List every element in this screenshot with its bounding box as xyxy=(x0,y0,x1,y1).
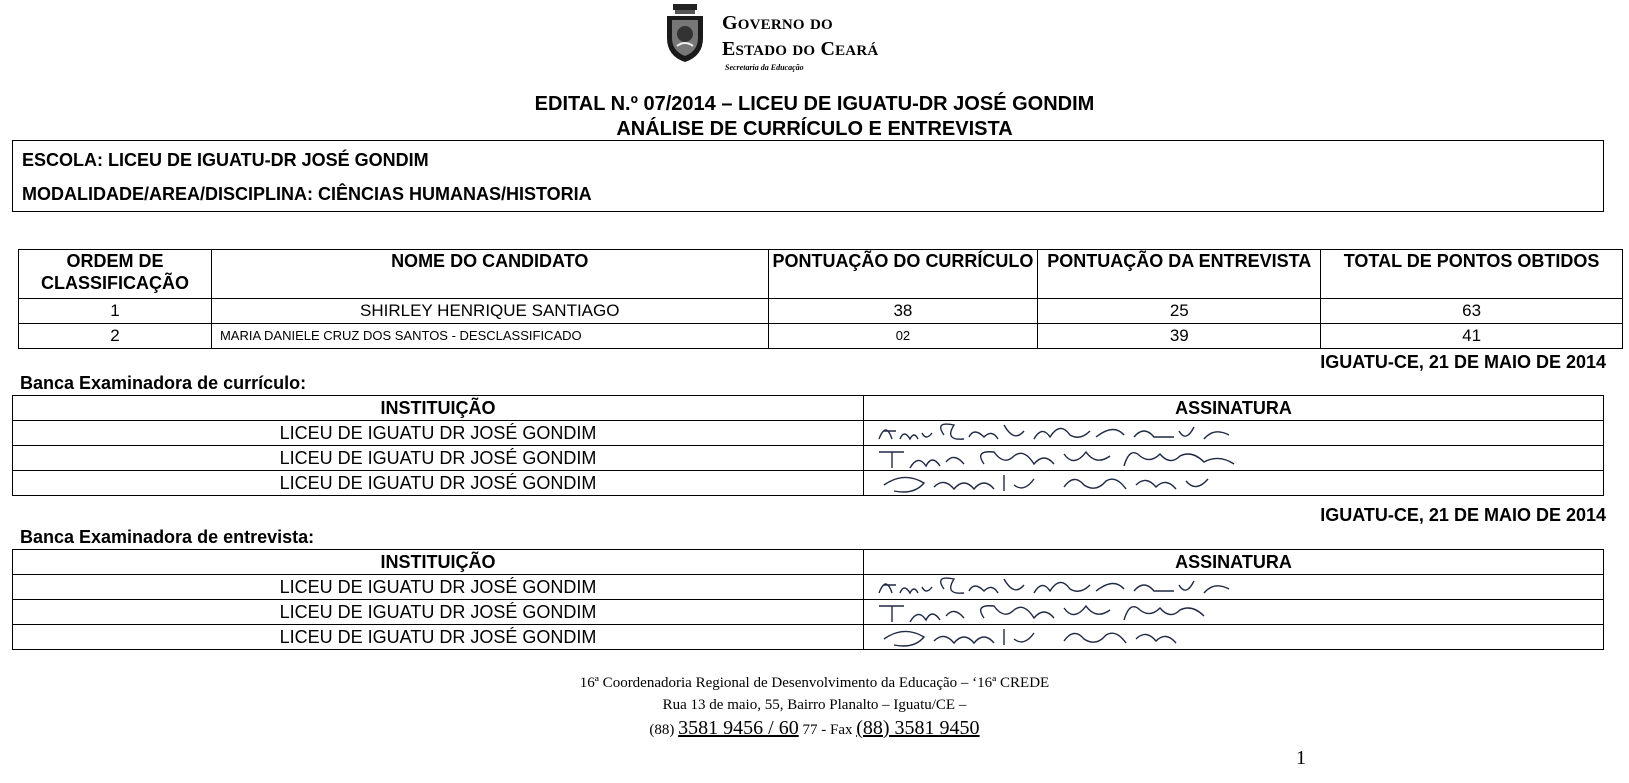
signature-cell xyxy=(864,625,1604,650)
table-row xyxy=(19,299,1623,324)
table-row xyxy=(13,575,1604,600)
government-logo xyxy=(663,2,913,72)
exam-header-row xyxy=(13,550,1604,575)
header-total: TOTAL DE PONTOS OBTIDOS xyxy=(1321,250,1623,299)
phone-prefix: (88) xyxy=(649,722,679,738)
signature-cell xyxy=(864,471,1604,496)
banca-entrevista-label: Banca Examinadora de entrevista: xyxy=(20,527,315,547)
banca-entrevista-table xyxy=(12,549,1604,650)
page-number: 1 xyxy=(1296,747,1306,769)
cell-instituicao: LICEU DE IGUATU DR JOSÉ GONDIM xyxy=(13,600,864,625)
results-table xyxy=(18,249,1623,349)
cell-total: 63 xyxy=(1321,299,1623,324)
edital-subtitle: ANÁLISE DE CURRÍCULO E ENTREVISTA xyxy=(616,118,1013,140)
cell-entrevista: 25 xyxy=(1038,299,1321,324)
header-assinatura: ASSINATURA xyxy=(864,550,1604,575)
cell-nome: SHIRLEY HENRIQUE SANTIAGO xyxy=(211,299,768,324)
secretaria-label: Secretaria da Educação xyxy=(725,63,804,72)
date-entrevista: IGUATU-CE, 21 DE MAIO DE 2014 xyxy=(1320,505,1606,525)
cell-ordem: 1 xyxy=(19,299,212,324)
banca-curriculo-label: Banca Examinadora de currículo: xyxy=(20,373,307,393)
table-row xyxy=(13,471,1604,496)
cell-instituicao: LICEU DE IGUATU DR JOSÉ GONDIM xyxy=(13,446,864,471)
cell-entrevista: 39 xyxy=(1038,324,1321,349)
cell-instituicao: LICEU DE IGUATU DR JOSÉ GONDIM xyxy=(13,575,864,600)
government-name: GOVERNO DO ESTADO DO CEARÁ Secretaria da Educação xyxy=(722,12,879,72)
results-header-row xyxy=(19,250,1623,299)
cell-instituicao: LICEU DE IGUATU DR JOSÉ GONDIM xyxy=(13,471,864,496)
header-assinatura: ASSINATURA xyxy=(864,396,1604,421)
table-row xyxy=(19,324,1623,349)
date-curriculo: IGUATU-CE, 21 DE MAIO DE 2014 xyxy=(1320,352,1606,372)
exam-header-row xyxy=(13,396,1604,421)
cell-curriculo: 02 xyxy=(768,324,1038,349)
header-instituicao: INSTITUIÇÃO xyxy=(13,396,864,421)
cell-ordem: 2 xyxy=(19,324,212,349)
school-name: ESCOLA: LICEU DE IGUATU-DR JOSÉ GONDIM xyxy=(22,150,429,170)
school-info-box xyxy=(12,140,1604,212)
table-row xyxy=(13,421,1604,446)
edital-title: EDITAL N.º 07/2014 – LICEU DE IGUATU-DR JOSÉ GONDIM xyxy=(534,93,1095,115)
table-row xyxy=(13,625,1604,650)
header-ordem: ORDEM DE CLASSIFICAÇÃO xyxy=(19,250,212,299)
header-nome: NOME DO CANDIDATO xyxy=(211,250,768,299)
table-row xyxy=(13,446,1604,471)
footer-phone xyxy=(0,717,1629,740)
cell-nome: MARIA DANIELE CRUZ DOS SANTOS - DESCLASSIFICADO xyxy=(211,324,768,349)
state-crest-icon xyxy=(663,2,707,64)
phone-ext: 77 - Fax xyxy=(798,722,857,738)
header-curriculo: PONTUAÇÃO DO CURRÍCULO xyxy=(768,250,1038,299)
cell-instituicao: LICEU DE IGUATU DR JOSÉ GONDIM xyxy=(13,421,864,446)
phone-main: 3581 9456 / 60 xyxy=(678,717,799,739)
cell-instituicao: LICEU DE IGUATU DR JOSÉ GONDIM xyxy=(13,625,864,650)
footer-crede: 16ª Coordenadoria Regional de Desenvolvimento da Educação – ‘16ª CREDE xyxy=(579,675,1050,691)
signature-3 xyxy=(874,467,1254,497)
banca-curriculo-table xyxy=(12,395,1604,496)
cell-curriculo: 38 xyxy=(768,299,1038,324)
header-entrevista: PONTUAÇÃO DA ENTREVISTA xyxy=(1038,250,1321,299)
discipline: MODALIDADE/AREA/DISCIPLINA: CIÊNCIAS HUMANAS/HISTORIA xyxy=(22,184,592,204)
footer-address: Rua 13 de maio, 55, Bairro Planalto – Iguatu/CE – xyxy=(662,697,967,713)
cell-total: 41 xyxy=(1321,324,1623,349)
signature-3 xyxy=(874,621,1254,651)
fax-number: (88) 3581 9450 xyxy=(856,717,980,739)
header-instituicao: INSTITUIÇÃO xyxy=(13,550,864,575)
table-row xyxy=(13,600,1604,625)
